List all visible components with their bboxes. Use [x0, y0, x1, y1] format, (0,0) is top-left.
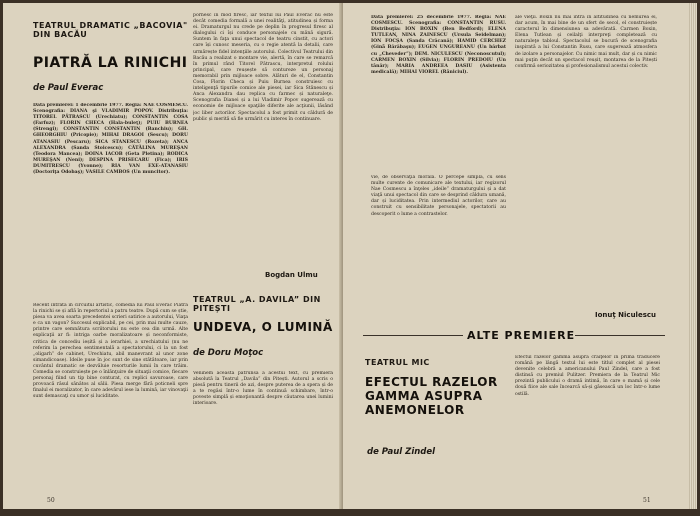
article2-body: Veninem aceasta pătrunsă a acestui text, cu premiera absolută la Teatrul „Davila” din Pitești. Autorul a scris o piesă pentru tinerii de azi, despre puterea de a spera și de a te regăsi într-o lume în continuă schimbare, într-o poveste simplă și emoţionantă despre căutarea unei lumini interioare.: [193, 371, 333, 407]
signature-2: Ionuţ Niculescu: [595, 311, 657, 319]
cast-credits-2: Data premierei: 25 decembrie 1977. Regia: NAE COSMESCU. Scenografia: CONSTANTIN RUSU. Distribuţia: ION BOXIN (Ben Bedford); ELENA TUTLEAN, NINA ZAINESCU (Ursula Seidelman); ION FOCȘA (Sanda Crăcană); HAMID CERCHEZ (Ginã Bărăbaşu); EUGEN UNGUREANU (Un bărbat cu „Cheveder”); DEM. NICULESCU (Neconoscutul); CARMEN BOXIN (Silvia); FLORIN PREDOIU (Un tânăr); MARIA ANDREEA DASIU (Asistenta medicală); MIHAI VIOREL (Râniciul).: [371, 15, 506, 75]
article-body-right-col2: ale vieţii. Boxin nu mai intră în altitudinea cu nemurea ei, dar acum, în mai bine de un sfert de secol, el construiește caracterul în dimensiunea sa adevărată. Carmen Boxin, Elena Tutlean și ceilalţi interpreţi completează cu naturaleţe tabloul. Spectacolul se bucură de scenografia inspirată a lui Constantin Rusu, care sugerează atmosfera de izolare a personajelor. Cu nimic mai mult, dar și cu nimic mai puţin decât un spectacol reușit, montarea de la Pitești confirmă seriozitatea și profesionalismul acestui colectiv.: [515, 15, 657, 69]
article-title: PIATRĂ LA RINICHI: [33, 55, 188, 71]
signature: Bogdan Ulmu: [265, 271, 318, 279]
page-number: 50: [47, 497, 55, 504]
section-heading: ALTE PREMIERE: [467, 329, 576, 342]
article2-title: UNDEVA, O LUMINĂ: [193, 320, 333, 334]
magazine-spread: [3, 3, 697, 509]
article2-kicker: TEATRUL „A. DAVILA” DIN PITEȘTI: [193, 295, 321, 313]
article-kicker: TEATRUL DRAMATIC „BACOVIA" DIN BACĂU: [33, 21, 188, 39]
article3-kicker: TEATRUL MIC: [365, 358, 430, 367]
article-body-col1: Recent intrată în circuitul artistic, comedia lui Paul Everac Piatră la rinichi se și află în repertoriul a patru teatre. După cum se știe, piesa va avea soarta precedentei scrieri satirice a autorului, Viaţa e ca un vagon? Succesul explicabil, pe cei, prin mai multe cauze, printre care semnătura scriitorului nu este cea din urmă. Alte explicaţii ar fi: intriga oarbe moralizatoare și neconformiste, critica de concediu ieșită și a ierarhiei, a urechiatului (nu ne referim la perechea sentimentală a spectatorului, ci la un fost „oligarh” de cabinet, Urechiatu, abil manevrant al unor zone simandicoase). Ideile puse în joc sunt de sine stătătoare, iar prin cuvântul dramatic se dezvăluie resorturile lumii în care trăim. Comedia se construiește pe o înlănţuire de situaţii comice, fiecare personaj fiind un tip bine conturat, cu replici savuroase, care provoacă râsul sănătos al sălii. Piesa merge fără poticneli spre finalul ei moralizator, în care adevărul iese la lumină, iar vinovaţii sunt demascaţi cu umor și luciditate.: [33, 303, 188, 400]
article-body-col2: pornesc în mod firesc, iar textul lui Paul Everac nu este decât comedia formală a unei realităţi, atitudinea și forma ei. Dramaturgul nu crede pe deplin în progresul firesc al dialogului ci își conduce personajele cu mână sigură. Suntem în faţa unui spectacol de teatru cinstit, cu actori care își cunosc meseria, cu o regie atentă la detalii, care urmărește fidel intenţiile autorului. Colectivul Teatrului din Bacău a realizat o montare vie, alertă, în care se remarcă în primul rând Titorel Pătrascu, interpretul rolului principal, care reușește să contureze un personaj memorabil prin mijloace sobre. Alături de el, Constantin Cosa, Florin Checa și Puiu Burnea construiesc cu inteligenţă tipurile comice ale piesei, iar Sica Stănescu și Anca Alexandra dau replica cu farmec și naturaleţe. Scenografia Dianei și a lui Vladimir Popov sugerează cu economie de mijloace spaţiile diferite ale acţiunii, lăsând joc liber actorilor. Spectacolul a fost primit cu căldură de public și merită să fie urmărit cu interes în continuare.: [193, 13, 333, 122]
section-rule-right: [575, 335, 665, 336]
article3-body: Efectul razelor gamma asupra crăiţelor în prima traducere română pe lângă textul lui este titlul complet al piesei devenite celebră a americanului Paul Zindel, care a fost distinsă cu premiul Pulitzer. Premiera de la Teatrul Mic prezintă publicului o dramă intimă, în care o mamă și cele două fiice ale sale încearcă să-și găsească un loc într-o lume ostilă.: [515, 355, 660, 397]
right-page: [343, 3, 697, 509]
section-rule-left: [363, 335, 463, 336]
page-number-2: 51: [643, 497, 651, 504]
article2-author: de Doru Moţoc: [193, 348, 264, 358]
left-page: [3, 3, 343, 509]
article-author: de Paul Everac: [33, 83, 104, 93]
article-body-right-col1: vie, de observaţia morală. O percepe simplă, cu sens multe curente de comunicare ale textului, iar regizorul Nae Cosmescu a înţeles „ideile” dramaturgului și a dat viaţă unui spectacol din care se desprind căldura umană, dar și luciditatea. Prin intermediul actorilor, care au construit cu sensibilitate personajele, spectatorii au descoperit o lume a contrastelor.: [371, 175, 506, 217]
article3-author: de Paul Zindel: [367, 447, 436, 457]
article3-title: EFECTUL RAZELOR GAMMA ASUPRA ANEMONELOR: [365, 375, 498, 417]
page-edge: [689, 3, 697, 509]
cast-credits: Data premierei: 1 decembrie 1977. Regia: NAE COSMESCU. Scenografia: DIANA şi VLADIMIR POPOV. Distribuţia: TITOREL PĂTRASCU (Urechiatu); CONSTANTIN COSA (Farfuz); FLORIN CHECA (Hala-buleţ); PUIU BURNEA (Strengi); CONSTANTIN CONSTANTIN (Banchiu); GH. GHEORGHIU (Pricopie); MIHAI DRAGOI (Sescu); DORU ATANASIU (Pescaru); SICA STANESCU (Rozeta); ANCA ALEXANDRA (Sanda Stoicescu); CĂTĂLINA MUREŞAN (Teodora Mancea); DOINA IACOB (Geta Pletina); RODICA MUREŞAN (Neni); DESPINA PRISECARU (Fica); IRIS DUMITRESCU (Yvonne); RIA VAN EXE-ATANASIU (Doctoriţa Odobaş); VASILE CAMBOS (Un muncitor).: [33, 103, 188, 176]
